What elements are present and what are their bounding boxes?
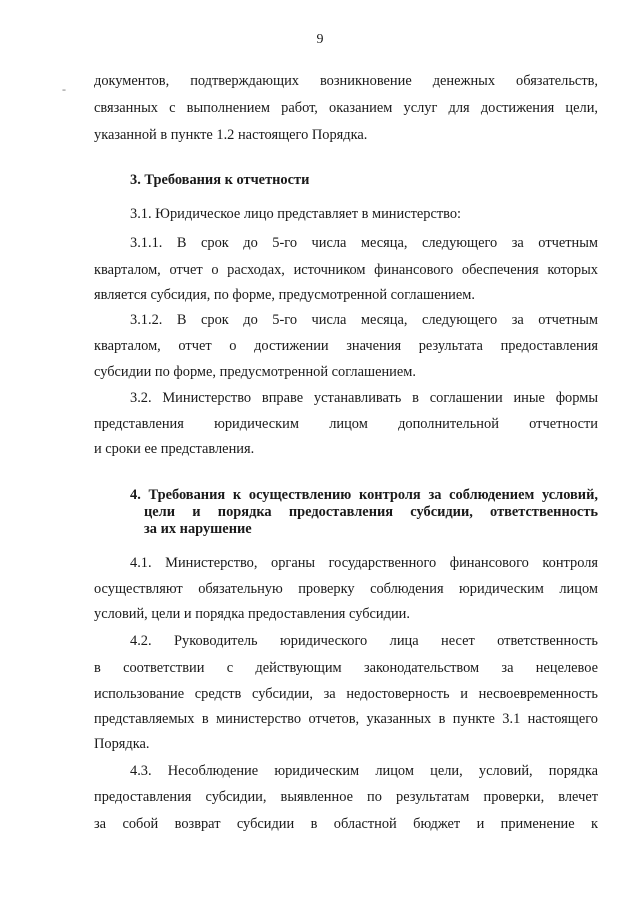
text-line: использование средств субсидии, за недостоверность и несвоевременность: [94, 686, 598, 702]
text-line: Порядка.: [94, 736, 150, 752]
text-line: документов, подтверждающих возникновение денежных обязательств,: [94, 73, 598, 89]
page-number: 9: [316, 32, 324, 47]
text-line: и сроки ее представления.: [94, 441, 255, 457]
text-line: 3.1.2. В срок до 5-го числа месяца, следующего за отчетным: [130, 312, 598, 328]
text-line: условий, цели и порядка предоставления субсидии.: [94, 606, 410, 622]
text-line: представляемых в министерство отчетов, указанных в пункте 3.1 настоящего: [94, 711, 598, 727]
text-line: связанных с выполнением работ, оказанием услуг для достижения цели,: [94, 100, 598, 116]
text-line: субсидии по форме, предусмотренной соглашением.: [94, 364, 416, 380]
text-line: представления юридическим лицом дополнительной отчетности: [94, 416, 598, 432]
section-heading-4-line2: цели и порядка предоставления субсидии, ответственность: [144, 504, 598, 520]
text-line: осуществляют обязательную проверку соблюдения юридическим лицом: [94, 581, 598, 597]
section-heading-3: 3. Требования к отчетности: [130, 172, 310, 188]
margin-mark: -: [62, 82, 66, 96]
text-line: предоставления субсидии, выявленное по результатам проверки, влечет: [94, 789, 598, 805]
text-line: 3.1.1. В срок до 5-го числа месяца, следующего за отчетным: [130, 235, 598, 251]
section-heading-4: 4. Требования к осуществлению контроля за соблюдением условий,: [130, 487, 598, 503]
text-line: 3.2. Министерство вправе устанавливать в соглашении иные формы: [130, 390, 598, 406]
section-heading-4-line3: за их нарушение: [144, 521, 252, 537]
text-line: 3.1. Юридическое лицо представляет в министерство:: [130, 206, 462, 222]
text-line: 4.2. Руководитель юридического лица несет ответственность: [130, 633, 598, 649]
text-line: является субсидия, по форме, предусмотренной соглашением.: [94, 287, 475, 303]
text-line: указанной в пункте 1.2 настоящего Порядка.: [94, 127, 368, 143]
text-line: кварталом, отчет о достижении значения результата предоставления: [94, 338, 598, 354]
text-line: 4.3. Несоблюдение юридическим лицом цели, условий, порядка: [130, 763, 598, 779]
text-line: кварталом, отчет о расходах, источником финансового обеспечения которых: [94, 262, 598, 278]
text-line: за собой возврат субсидии в областной бюджет и применение к: [94, 816, 598, 832]
text-line: в соответствии с действующим законодательством за нецелевое: [94, 660, 598, 676]
text-line: 4.1. Министерство, органы государственного финансового контроля: [130, 555, 598, 571]
